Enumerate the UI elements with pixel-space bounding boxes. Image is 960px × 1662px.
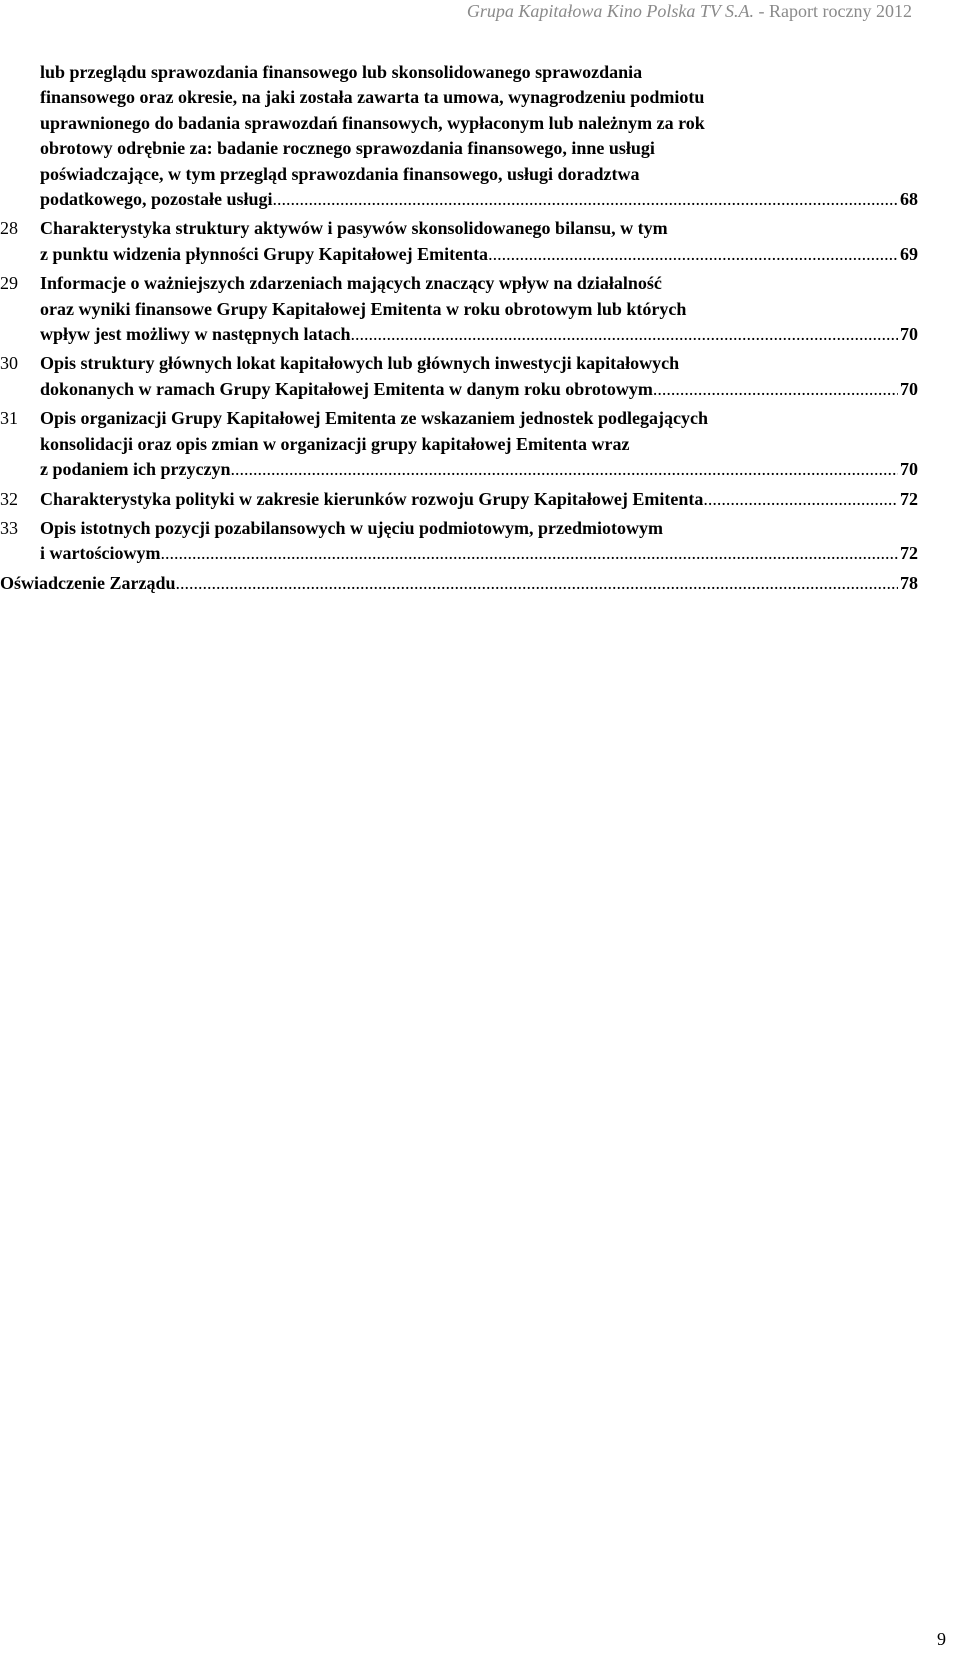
header-report-title: - Raport roczny 2012 [754, 1, 912, 21]
toc-entry-title-line: oraz wyniki finansowe Grupy Kapitałowej Emitenta w roku obrotowym lub których [40, 298, 687, 319]
toc-entry-page-number: 78 [900, 572, 918, 593]
toc-entry-title-line: wpływ jest możliwy w następnych latach [40, 324, 351, 345]
running-header [467, 0, 912, 22]
toc-entry-title-line: Opis struktury głównych lokat kapitałowych lub głównych inwestycji kapitałowych [40, 353, 680, 374]
dot-leader [351, 322, 899, 347]
toc-entry[interactable] [0, 271, 918, 347]
toc-entry[interactable] [0, 516, 918, 567]
toc-entry-title-line: poświadczające, w tym przegląd sprawozdania finansowego, usługi doradztwa [40, 163, 640, 184]
toc-entry-page-number: 70 [900, 324, 918, 345]
toc-entry[interactable] [0, 60, 918, 212]
toc-entry[interactable] [0, 487, 918, 512]
toc-entry-number: 31 [0, 408, 18, 429]
toc-entry-last-line [40, 187, 918, 212]
toc-entry-number: 28 [0, 218, 18, 239]
toc-entry-title-line: i wartościowym [40, 543, 161, 564]
dot-leader [273, 187, 898, 212]
toc-entry-title-line: z podaniem ich przyczyn [40, 459, 231, 480]
dot-leader [488, 242, 898, 267]
dot-leader [160, 541, 898, 566]
dot-leader [653, 377, 898, 402]
toc-entry-number: 32 [0, 488, 18, 509]
toc-entry-title-line: Charakterystyka struktury aktywów i pasywów skonsolidowanego bilansu, w tym [40, 218, 668, 239]
page-number: 9 [937, 1629, 946, 1649]
toc-entry-last-line [40, 377, 918, 402]
toc-entry-page-number: 70 [900, 378, 918, 399]
toc-entry-title-line: Charakterystyka polityki w zakresie kierunków rozwoju Grupy Kapitałowej Emitenta [40, 488, 704, 509]
toc-entry-title-line: finansowego oraz okresie, na jaki została zawarta ta umowa, wynagrodzeniu podmiotu [40, 87, 705, 108]
toc-entry-page-number: 72 [900, 488, 918, 509]
toc-entry-page-number: 68 [900, 189, 918, 210]
toc-entry-number: 30 [0, 353, 18, 374]
toc-entry-last-line [0, 571, 918, 596]
toc-entry[interactable] [0, 406, 918, 482]
table-of-contents [0, 60, 918, 600]
toc-entry-title-line: podatkowego, pozostałe usługi [40, 189, 273, 210]
toc-entry-title-line: Informacje o ważniejszych zdarzeniach mających znaczący wpływ na działalność [40, 273, 662, 294]
toc-entry-title-line: lub przeglądu sprawozdania finansowego lub skonsolidowanego sprawozdania [40, 62, 643, 82]
dot-leader [231, 457, 899, 482]
toc-entry-title-line: obrotowy odrębnie za: badanie rocznego sprawozdania finansowego, inne usługi [40, 138, 655, 159]
toc-entry-last-line [40, 457, 918, 482]
dot-leader [176, 571, 899, 596]
toc-entry-title-line: uprawnionego do badania sprawozdań finansowych, wypłaconym lub należnym za rok [40, 112, 705, 133]
toc-entry[interactable] [0, 351, 918, 402]
toc-entry-number: 29 [0, 273, 18, 294]
toc-entry-last-line [40, 322, 918, 347]
toc-entry-title-line: konsolidacji oraz opis zmian w organizacji grupy kapitałowej Emitenta wraz [40, 433, 630, 454]
toc-entry-page-number: 72 [900, 543, 918, 564]
toc-entry-title-line: dokonanych w ramach Grupy Kapitałowej Emitenta w danym roku obrotowym [40, 378, 653, 399]
toc-entry-title-line: Opis organizacji Grupy Kapitałowej Emitenta ze wskazaniem jednostek podlegających [40, 408, 708, 429]
toc-entry-page-number: 69 [900, 243, 918, 264]
toc-entry-last-line [40, 242, 918, 267]
toc-entry[interactable] [0, 571, 918, 596]
dot-leader [703, 487, 898, 512]
toc-entry-title-line: Oświadczenie Zarządu [0, 572, 176, 593]
toc-entry-title-line: z punktu widzenia płynności Grupy Kapitałowej Emitenta [40, 243, 489, 264]
toc-entry-title-line: Opis istotnych pozycji pozabilansowych w ujęciu podmiotowym, przedmiotowym [40, 517, 664, 538]
header-company-name: Grupa Kapitałowa Kino Polska TV S.A. [466, 1, 755, 21]
toc-entry-last-line [40, 487, 918, 512]
toc-entry-number: 33 [0, 517, 18, 538]
toc-entry-page-number: 70 [900, 459, 918, 480]
toc-entry-last-line [40, 541, 918, 566]
toc-entry[interactable] [0, 216, 918, 267]
